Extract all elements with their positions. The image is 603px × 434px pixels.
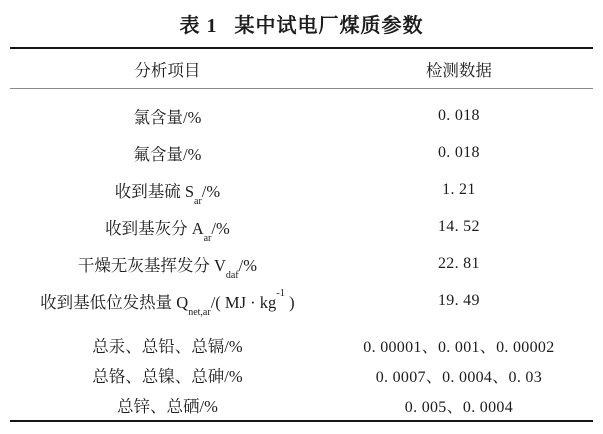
table-body bbox=[10, 89, 593, 420]
analysis-item-cell bbox=[10, 178, 325, 207]
table-title-text: 某中试电厂煤质参数 bbox=[234, 15, 424, 37]
item-unit: /( MJ · kg bbox=[210, 292, 277, 312]
table-row bbox=[10, 330, 593, 360]
table-row bbox=[10, 390, 593, 420]
table-row bbox=[10, 134, 593, 171]
table-row bbox=[10, 208, 593, 245]
measured-value-cell: 19. 49 bbox=[437, 291, 480, 309]
item-label: 收到基灰分 A bbox=[105, 218, 204, 238]
measured-value-cell: 0. 00001、0. 001、0. 00002 bbox=[363, 338, 555, 356]
measured-value-cell: 1. 21 bbox=[442, 180, 476, 198]
analysis-item-cell bbox=[10, 215, 325, 244]
analysis-item-cell bbox=[10, 141, 325, 165]
table-number: 表 1 bbox=[179, 15, 218, 37]
measured-value-cell: 0. 018 bbox=[437, 143, 480, 161]
analysis-item-cell bbox=[10, 393, 325, 417]
item-label: 总铬、总镍、总砷/% bbox=[92, 367, 243, 386]
table-header-row bbox=[10, 49, 593, 89]
analysis-item-cell bbox=[10, 288, 325, 318]
measured-value-cell: 0. 0007、0. 0004、0. 03 bbox=[375, 368, 543, 386]
table-row bbox=[10, 245, 593, 282]
analysis-item-cell bbox=[10, 104, 325, 128]
header-analysis-item: 分析项目 bbox=[134, 60, 201, 80]
item-label: 总汞、总铅、总镉/% bbox=[92, 337, 243, 356]
item-label: 收到基低位发热量 Q bbox=[40, 292, 189, 312]
table-row bbox=[10, 171, 593, 208]
analysis-item-cell bbox=[10, 252, 325, 281]
measured-value-cell: 0. 005、0. 0004 bbox=[404, 398, 513, 416]
measured-value-cell: 22. 81 bbox=[437, 254, 480, 272]
measured-value-cell: 0. 018 bbox=[437, 106, 480, 124]
item-subscript: ar bbox=[194, 195, 202, 207]
item-superscript: -1 bbox=[276, 288, 286, 299]
table-caption bbox=[0, 0, 603, 47]
item-unit: /% bbox=[238, 255, 257, 275]
item-label: 干燥无灰基挥发分 V bbox=[77, 255, 226, 275]
item-unit: /% bbox=[201, 181, 221, 201]
item-label: 总锌、总硒/% bbox=[116, 397, 218, 416]
item-subscript: ar bbox=[203, 232, 212, 244]
table-row bbox=[10, 97, 593, 134]
item-label: 收到基硫 S bbox=[114, 181, 194, 201]
table-row bbox=[10, 360, 593, 390]
item-unit-close: ) bbox=[285, 292, 295, 312]
analysis-item-cell bbox=[10, 333, 325, 357]
item-label: 氯含量/% bbox=[133, 107, 202, 127]
coal-parameters-table bbox=[10, 47, 593, 422]
table-row bbox=[10, 282, 593, 319]
item-unit: /% bbox=[211, 218, 230, 238]
analysis-item-cell bbox=[10, 363, 325, 387]
item-subscript: daf bbox=[225, 269, 239, 281]
header-measured-data: 检测数据 bbox=[425, 60, 492, 80]
item-label: 氟含量/% bbox=[133, 144, 202, 164]
measured-value-cell: 14. 52 bbox=[437, 217, 480, 235]
item-subscript: net,ar bbox=[188, 306, 211, 318]
